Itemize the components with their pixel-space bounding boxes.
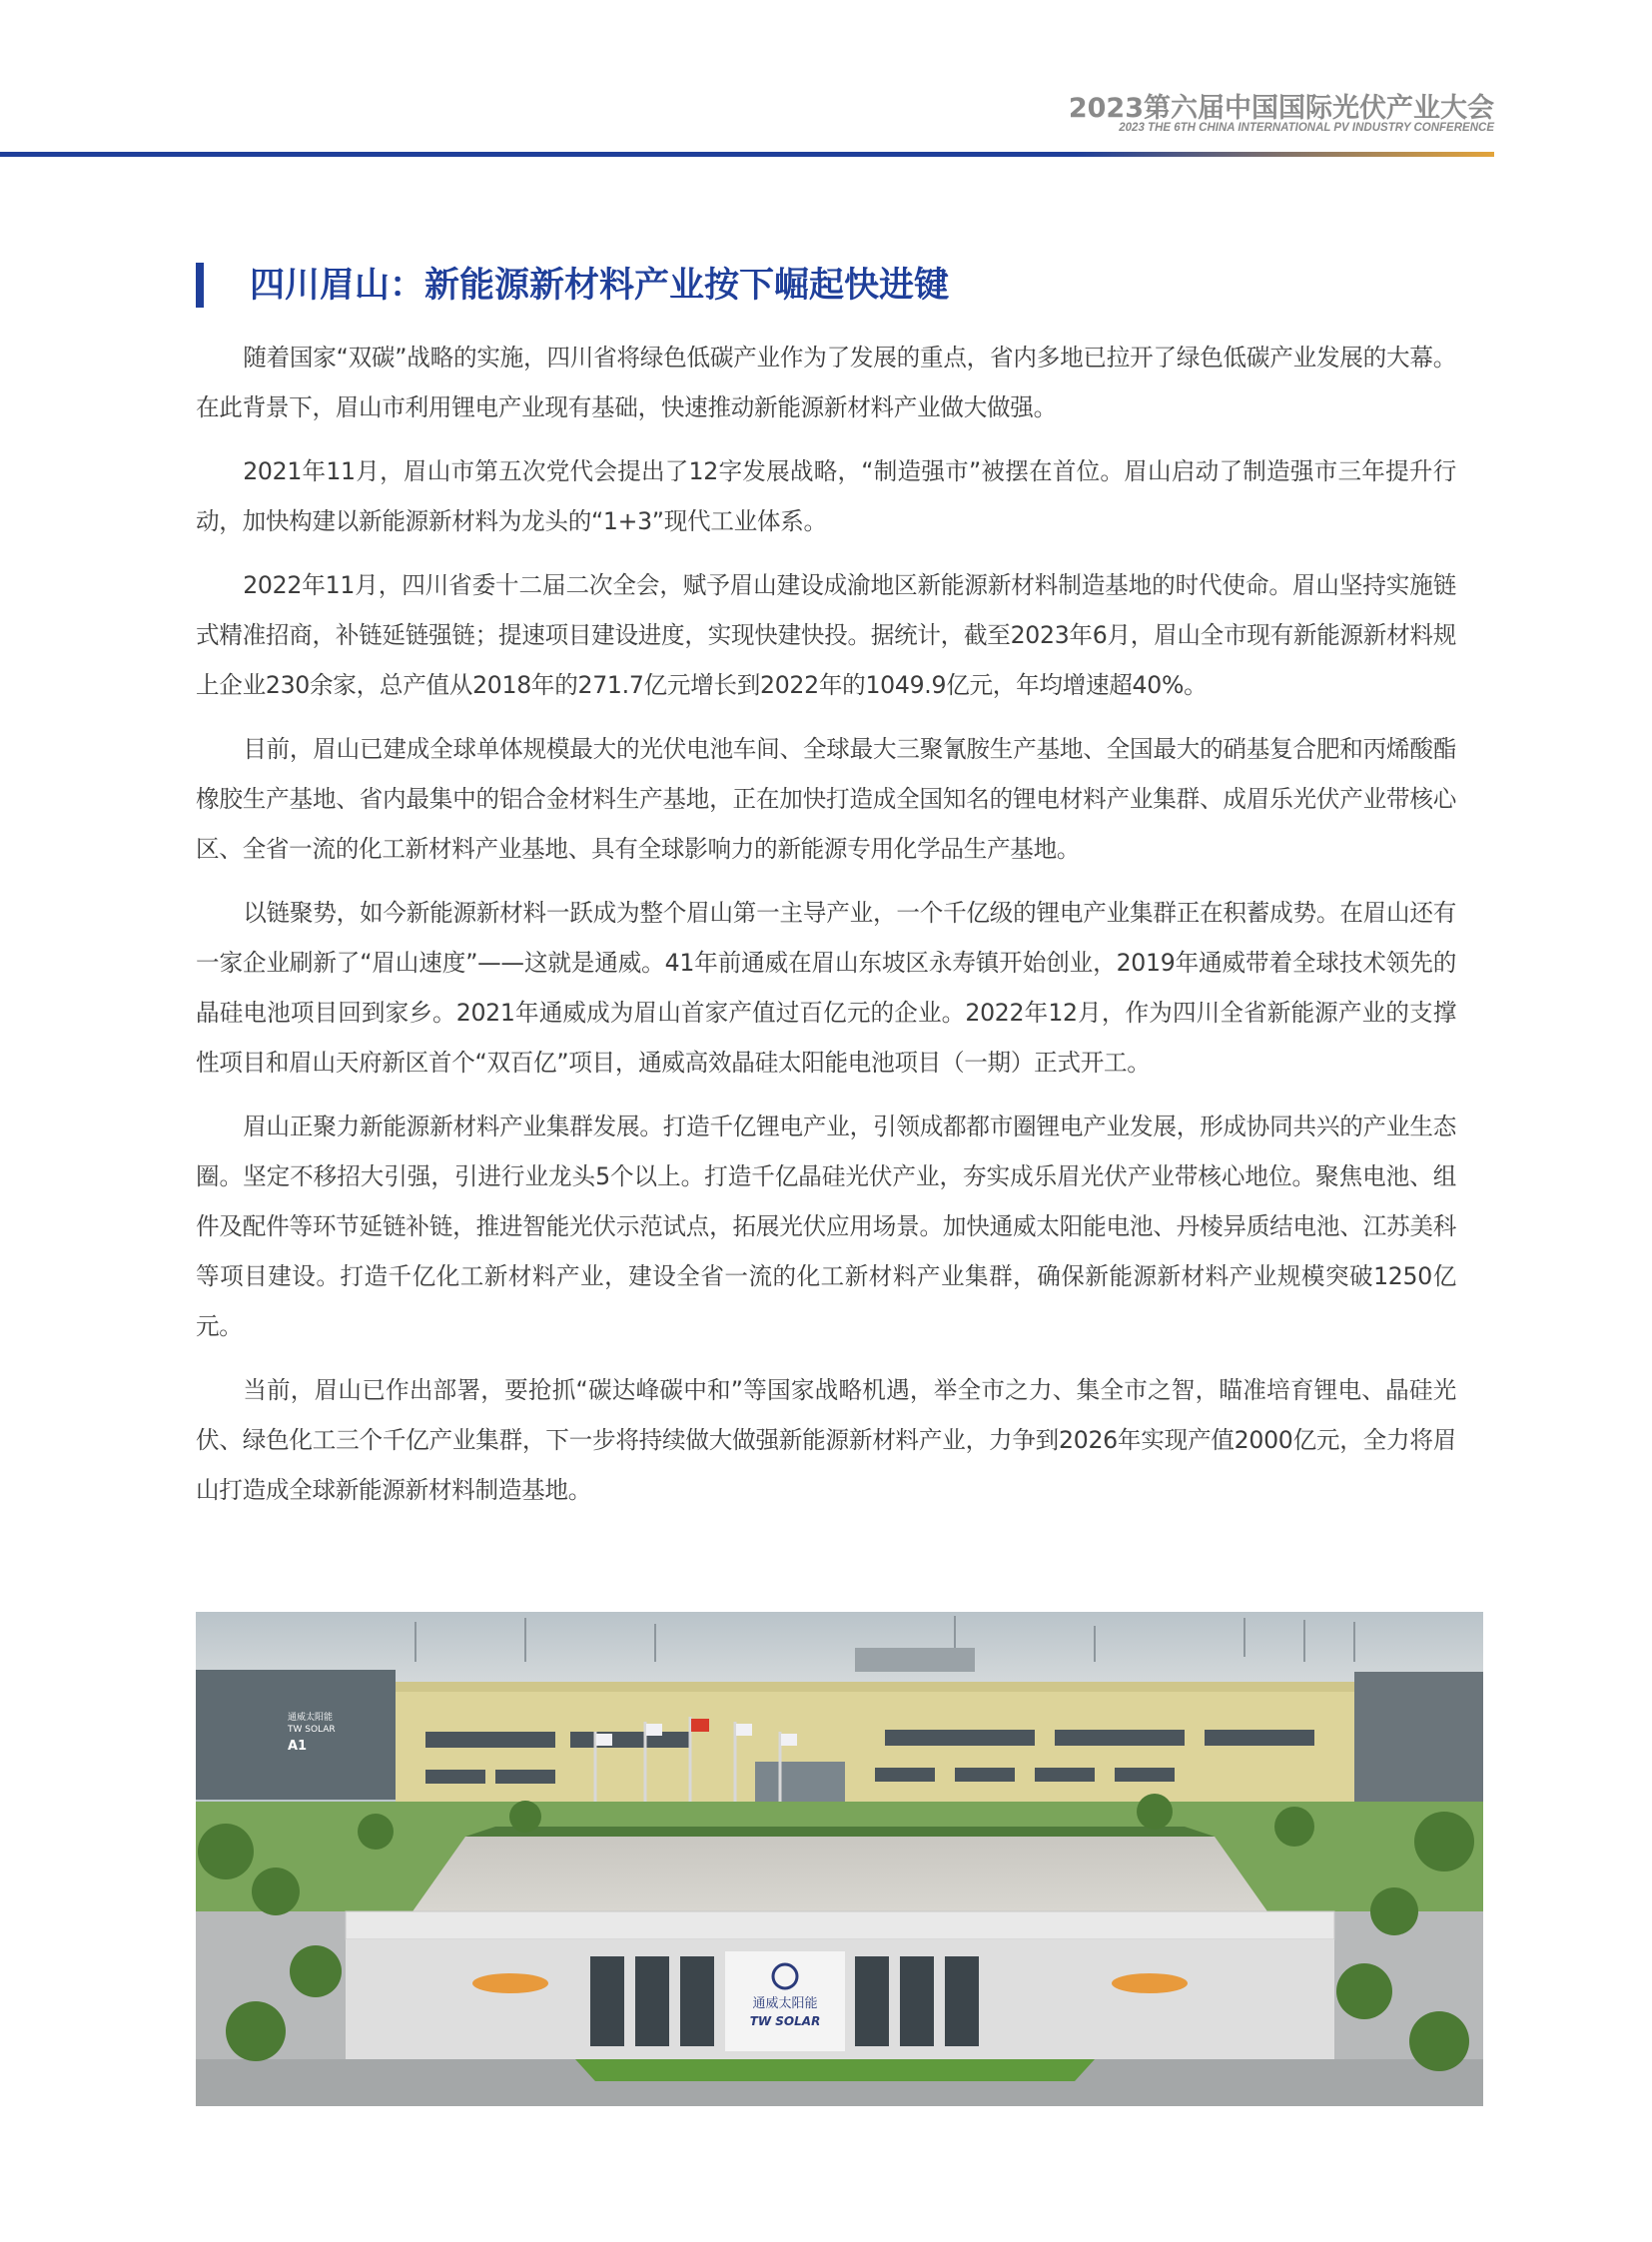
paragraph: 2021年11月，眉山市第五次党代会提出了12字发展战略，“制造强市”被摆在首位。眉山启动了制造强市三年提升行动，加快构建以新能源新材料为龙头的“1+3”现代工业体系。 — [196, 457, 1456, 535]
a1-brand-en: TW SOLAR — [288, 1725, 336, 1735]
gate-canopy — [346, 1911, 1334, 1939]
paragraph: 目前，眉山已建成全球单体规模最大的光伏电池车间、全球最大三聚氰胺生产基地、全国最大的硝基复合肥和丙烯酸酯橡胶生产基地、省内最集中的铝合金材料生产基地，正在加快打造成全国知名的锂电材料产业集群、成眉乐光伏产业带核心区、全省一流的化工新材料产业基地、具有全球影响力的新能源专用化学品生产基地。 — [196, 735, 1456, 863]
distant-building — [855, 1648, 975, 1672]
section-heading: 四川眉山：新能源新材料产业按下崛起快进键 — [250, 266, 950, 306]
paragraph: 眉山正聚力新能源新材料产业集群发展。打造千亿锂电产业，引领成都都市圈锂电产业发展，形成协同共兴的产业生态圈。坚定不移招大引强，引进行业龙头5个以上。打造千亿晶硅光伏产业，夯实成乐眉光伏产业带核心地位。聚焦电池、组件及配件等环节延链补链，推进智能光伏示范试点，拓展光伏应用场景。加快通威太阳能电池、丹棱异质结电池、江苏美科等项目建设。打造千亿化工新材料产业，建设全省一流的化工新材料产业集群，确保新能源新材料产业规模突破1250亿元。 — [196, 1113, 1456, 1340]
factory-illustration — [196, 1612, 1483, 2106]
front-planter — [575, 2059, 1095, 2081]
umbrella — [1112, 1973, 1188, 1993]
paragraph: 以链聚势，如今新能源新材料一跃成为整个眉山第一主导产业，一个千亿级的锂电产业集群正在积蓄成势。在眉山还有一家企业刷新了“眉山速度”——这就是通威。41年前通威在眉山东坡区永寿镇开始创业，2019年通威带着全球技术领先的晶硅电池项目回到家乡。2021年通威成为眉山首家产值过百亿元的企业。2022年12月，作为四川全省新能源产业的支撑性项目和眉山天府新区首个“双百亿”项目，通威高效晶硅太阳能电池项目（一期）正式开工。 — [196, 899, 1456, 1077]
article-body — [196, 333, 1456, 1529]
right-building — [1354, 1672, 1483, 1822]
conference-title: 2023第六届中国国际光伏产业大会 — [1068, 93, 1494, 124]
umbrella — [472, 1973, 548, 1993]
gate-brand-en: TW SOLAR — [749, 2014, 821, 2028]
paragraph: 当前，眉山已作出部署，要抢抓“碳达峰碳中和”等国家战略机遇，举全市之力、集全市之智，瞄准培育锂电、晶硅光伏、绿色化工三个千亿产业集群，下一步将持续做大做强新能源新材料产业，力争到2026年实现产值2000亿元，全力将眉山打造成全球新能源新材料制造基地。 — [196, 1376, 1456, 1504]
conference-subtitle: 2023 THE 6TH CHINA INTERNATIONAL PV INDUSTRY CONFERENCE — [1119, 122, 1494, 134]
gate-brand: 通威太阳能 — [752, 1996, 818, 2011]
plaza — [406, 1837, 1274, 1921]
heading-accent-bar — [196, 263, 204, 308]
a1-brand: 通威太阳能 — [288, 1713, 334, 1723]
header-divider — [0, 152, 1494, 157]
a1-label: A1 — [288, 1739, 308, 1754]
factory-aerial-photo — [196, 1612, 1483, 2106]
paragraph: 随着国家“双碳”战略的实施，四川省将绿色低碳产业作为了发展的重点，省内多地已拉开了绿色低碳产业发展的大幕。在此背景下，眉山市利用锂电产业现有基础，快速推动新能源新材料产业做大做强。 — [196, 344, 1456, 421]
a1-building — [196, 1670, 396, 1800]
paragraph: 2022年11月，四川省委十二届二次全会，赋予眉山建设成渝地区新能源新材料制造基地的时代使命。眉山坚持实施链式精准招商，补链延链强链；提速项目建设进度，实现快建快投。据统计，截至2023年6月，眉山全市现有新能源新材料规上企业230余家，总产值从2018年的271.7亿元增长到2022年的1049.9亿元，年均增速超40%。 — [196, 571, 1456, 699]
